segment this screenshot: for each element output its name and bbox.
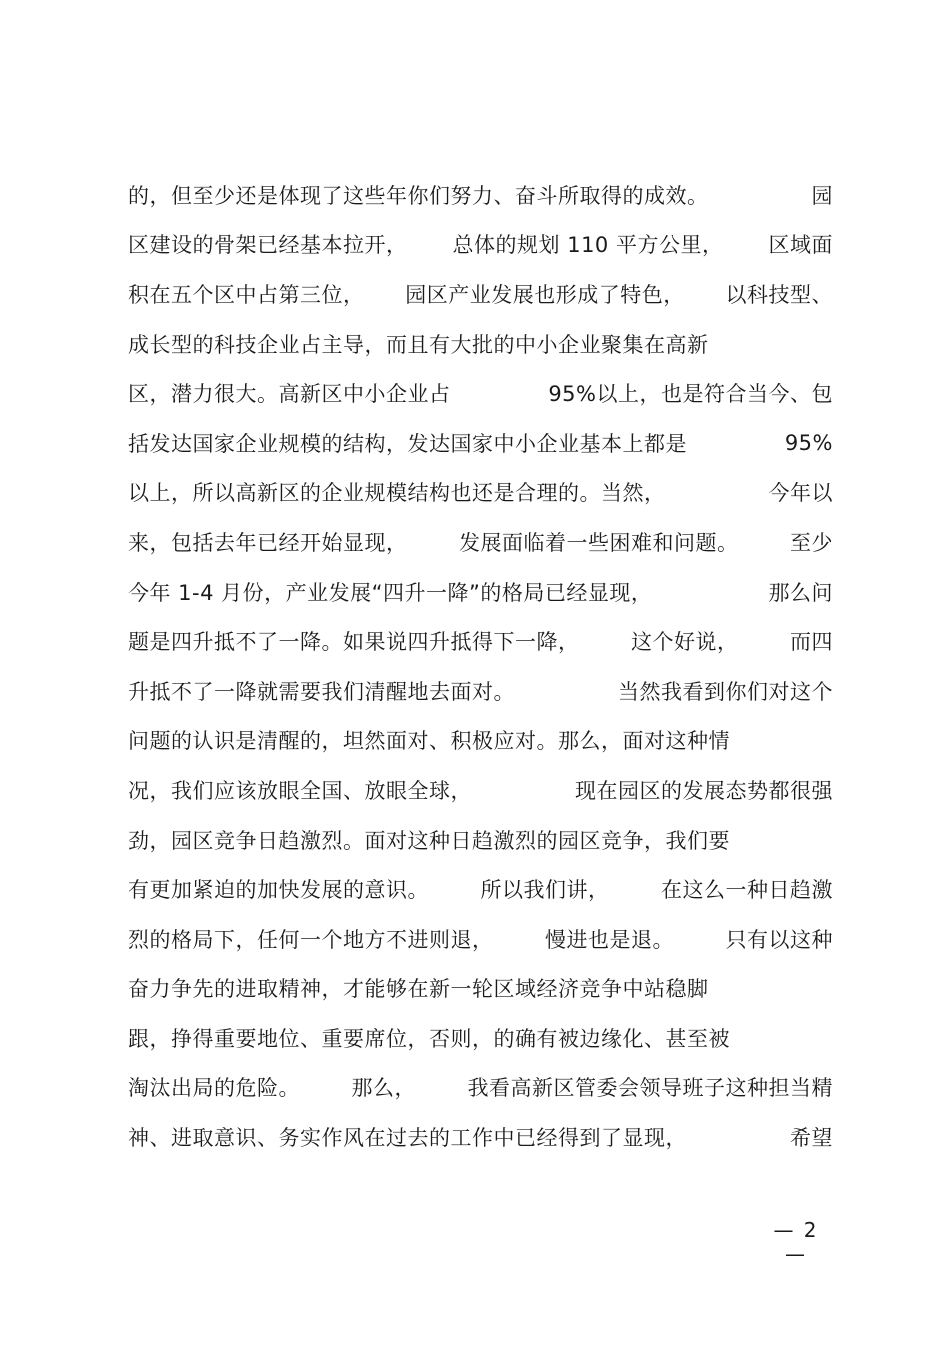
text-line (128, 1112, 833, 1162)
text-segment: 希望 (790, 1126, 833, 1151)
text-line (128, 616, 833, 666)
text-segment: 跟，挣得重要地位、重要席位，否则，的确有被边缘化、甚至被 (128, 1026, 730, 1051)
text-segment: 发展面临着一些困难和问题。 (459, 530, 739, 555)
text-line (128, 815, 833, 865)
text-line (128, 517, 833, 567)
text-line (128, 864, 833, 914)
text-segment: 现在园区的发展态势都很强 (575, 778, 833, 803)
text-segment: 今年以 (768, 481, 833, 506)
text-segment: 神、进取意识、务实作风在过去的工作中已经得到了显现， (128, 1126, 687, 1151)
text-line (128, 319, 833, 369)
text-segment: 只有以这种 (725, 927, 833, 952)
text-line (128, 269, 833, 319)
text-segment: 烈的格局下，任何一个地方不进则退， (128, 927, 494, 952)
text-segment: 园 (811, 183, 833, 208)
text-segment: 区建设的骨架已经基本拉开， (128, 233, 408, 258)
text-segment: 淘汰出局的危险。 (128, 1076, 300, 1101)
text-segment: 95% (784, 430, 833, 455)
text-segment: 当然我看到你们对这个 (618, 679, 833, 704)
text-segment: 所以我们讲， (480, 878, 610, 903)
text-line (128, 914, 833, 964)
text-segment: 积在五个区中占第三位， (128, 282, 365, 307)
text-segment: 成长型的科技企业占主导，而且有大批的中小企业聚集在高新 (128, 332, 709, 357)
text-segment: 以科技型、 (725, 282, 833, 307)
text-line (128, 1013, 833, 1063)
text-line (128, 765, 833, 815)
text-segment: 有更加紧迫的加快发展的意识。 (128, 878, 429, 903)
text-segment: 区，潜力很大。高新区中小企业占 (128, 382, 451, 407)
text-segment: 来，包括去年已经开始显现， (128, 530, 408, 555)
text-segment: 而四 (790, 630, 833, 655)
text-segment: 劲，园区竞争日趋激烈。面对这种日趋激烈的园区竞争，我们要 (128, 828, 730, 853)
text-segment: 那么问 (768, 580, 833, 605)
text-segment: 园区产业发展也形成了特色， (405, 282, 685, 307)
text-line (128, 418, 833, 468)
text-segment: 总体的规划 110 平方公里， (452, 233, 724, 258)
body-text (128, 170, 833, 1162)
text-segment: 括发达国家企业规模的结构，发达国家中小企业基本上都是 (128, 431, 687, 456)
text-segment: 95%以上，也是符合当今、包 (548, 382, 833, 407)
text-segment: 慢进也是退。 (545, 927, 674, 952)
text-segment: 那么， (351, 1076, 416, 1101)
text-line (128, 666, 833, 716)
text-segment: 况，我们应该放眼全国、放眼全球， (128, 778, 472, 803)
text-line (128, 170, 833, 220)
text-segment: 在这么一种日趋激 (661, 878, 833, 903)
text-segment: 今年 1-4 月份，产业发展“四升一降”的格局已经显现， (128, 580, 653, 605)
text-line (128, 964, 833, 1014)
text-line (128, 368, 833, 418)
text-segment: 的，但至少还是体现了这些年你们努力、奋斗所取得的成效。 (128, 183, 709, 208)
text-segment: 奋力争先的进取精神，才能够在新一轮区域经济竞争中站稳脚 (128, 977, 709, 1002)
text-segment: 区域面 (768, 233, 833, 258)
text-segment: 至少 (790, 530, 833, 555)
text-segment: 我看高新区管委会领导班子这种担当精 (467, 1076, 833, 1101)
text-line (128, 716, 833, 766)
text-line (128, 468, 833, 518)
text-segment: 题是四升抵不了一降。如果说四升抵得下一降， (128, 630, 580, 655)
text-segment: 这个好说， (631, 630, 739, 655)
page-number: — 2 — (773, 1218, 819, 1266)
text-segment: 升抵不了一降就需要我们清醒地去面对。 (128, 679, 515, 704)
text-line (128, 567, 833, 617)
text-line (128, 1063, 833, 1113)
text-segment: 以上，所以高新区的企业规模结构也还是合理的。当然， (128, 481, 666, 506)
text-line (128, 220, 833, 270)
text-segment: 问题的认识是清醒的，坦然面对、积极应对。那么，面对这种情 (128, 729, 730, 754)
